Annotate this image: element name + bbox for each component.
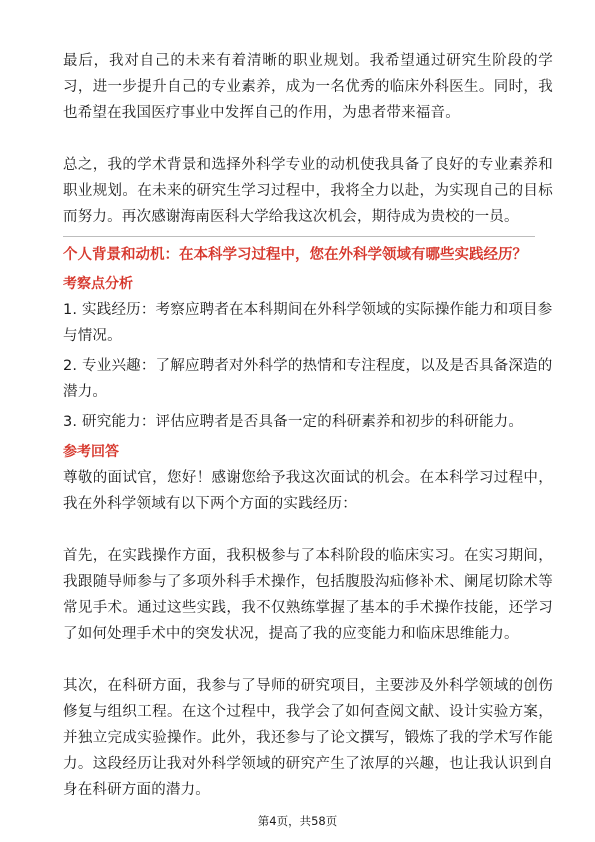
answer-paragraph-clinical: 首先，在实践操作方面，我积极参与了本科阶段的临床实习。在实习期间，我跟随导师参与了多项外科手术操作，包括腹股沟疝修补术、阑尾切除术等常见手术。通过这些实践，我不仅熟练掌握了基本的手术操作技能，还学习了如何处理手术中的突发状况，提高了我的应变能力和临床思维能力。 — [63, 548, 553, 642]
section-divider — [63, 236, 535, 237]
analysis-item-practice: 1. 实践经历：考察应聘者在本科期间在外科学领域的实际操作能力和项目参与情况。 — [63, 302, 553, 344]
analysis-item-interest: 2. 专业兴趣：了解应聘者对外科学的热情和专注程度，以及是否具备深造的潜力。 — [63, 358, 553, 400]
analysis-heading: 考察点分析 — [63, 276, 133, 292]
closing-paragraph-summary: 总之，我的学术背景和选择外科学专业的动机使我具备了良好的专业素养和职业规划。在未来的研究生学习过程中，我将全力以赴，为实现自己的目标而努力。再次感谢海南医科大学给我这次机会，期待成为贵校的一员。 — [63, 157, 553, 225]
interview-question: 个人背景和动机：在本科学习过程中，您在外科学领域有哪些实践经历？ — [63, 247, 527, 263]
page-content — [63, 48, 553, 803]
page-number: 第4页，共58页 — [257, 814, 338, 828]
answer-paragraph-greeting: 尊敬的面试官，您好！感谢您给予我这次面试的机会。在本科学习过程中，我在外科学领域有以下两个方面的实践经历： — [63, 470, 553, 512]
closing-paragraph-plan: 最后，我对自己的未来有着清晰的职业规划。我希望通过研究生阶段的学习，进一步提升自己的专业素养，成为一名优秀的临床外科医生。同时，我也希望在我国医疗事业中发挥自己的作用，为患者带来福音。 — [63, 53, 553, 121]
analysis-item-research: 3. 研究能力：评估应聘者是否具备一定的科研素养和初步的科研能力。 — [63, 414, 524, 430]
answer-paragraph-research: 其次，在科研方面，我参与了导师的研究项目，主要涉及外科学领域的创伤修复与组织工程。在这个过程中，我学会了如何查阅文献、设计实验方案，并独立完成实验操作。此外，我还参与了论文撰写，锻炼了我的学术写作能力。这段经历让我对外科学领域的研究产生了浓厚的兴趣，也让我认识到自身在科研方面的潜力。 — [63, 678, 553, 798]
answer-heading: 参考回答 — [63, 444, 119, 460]
